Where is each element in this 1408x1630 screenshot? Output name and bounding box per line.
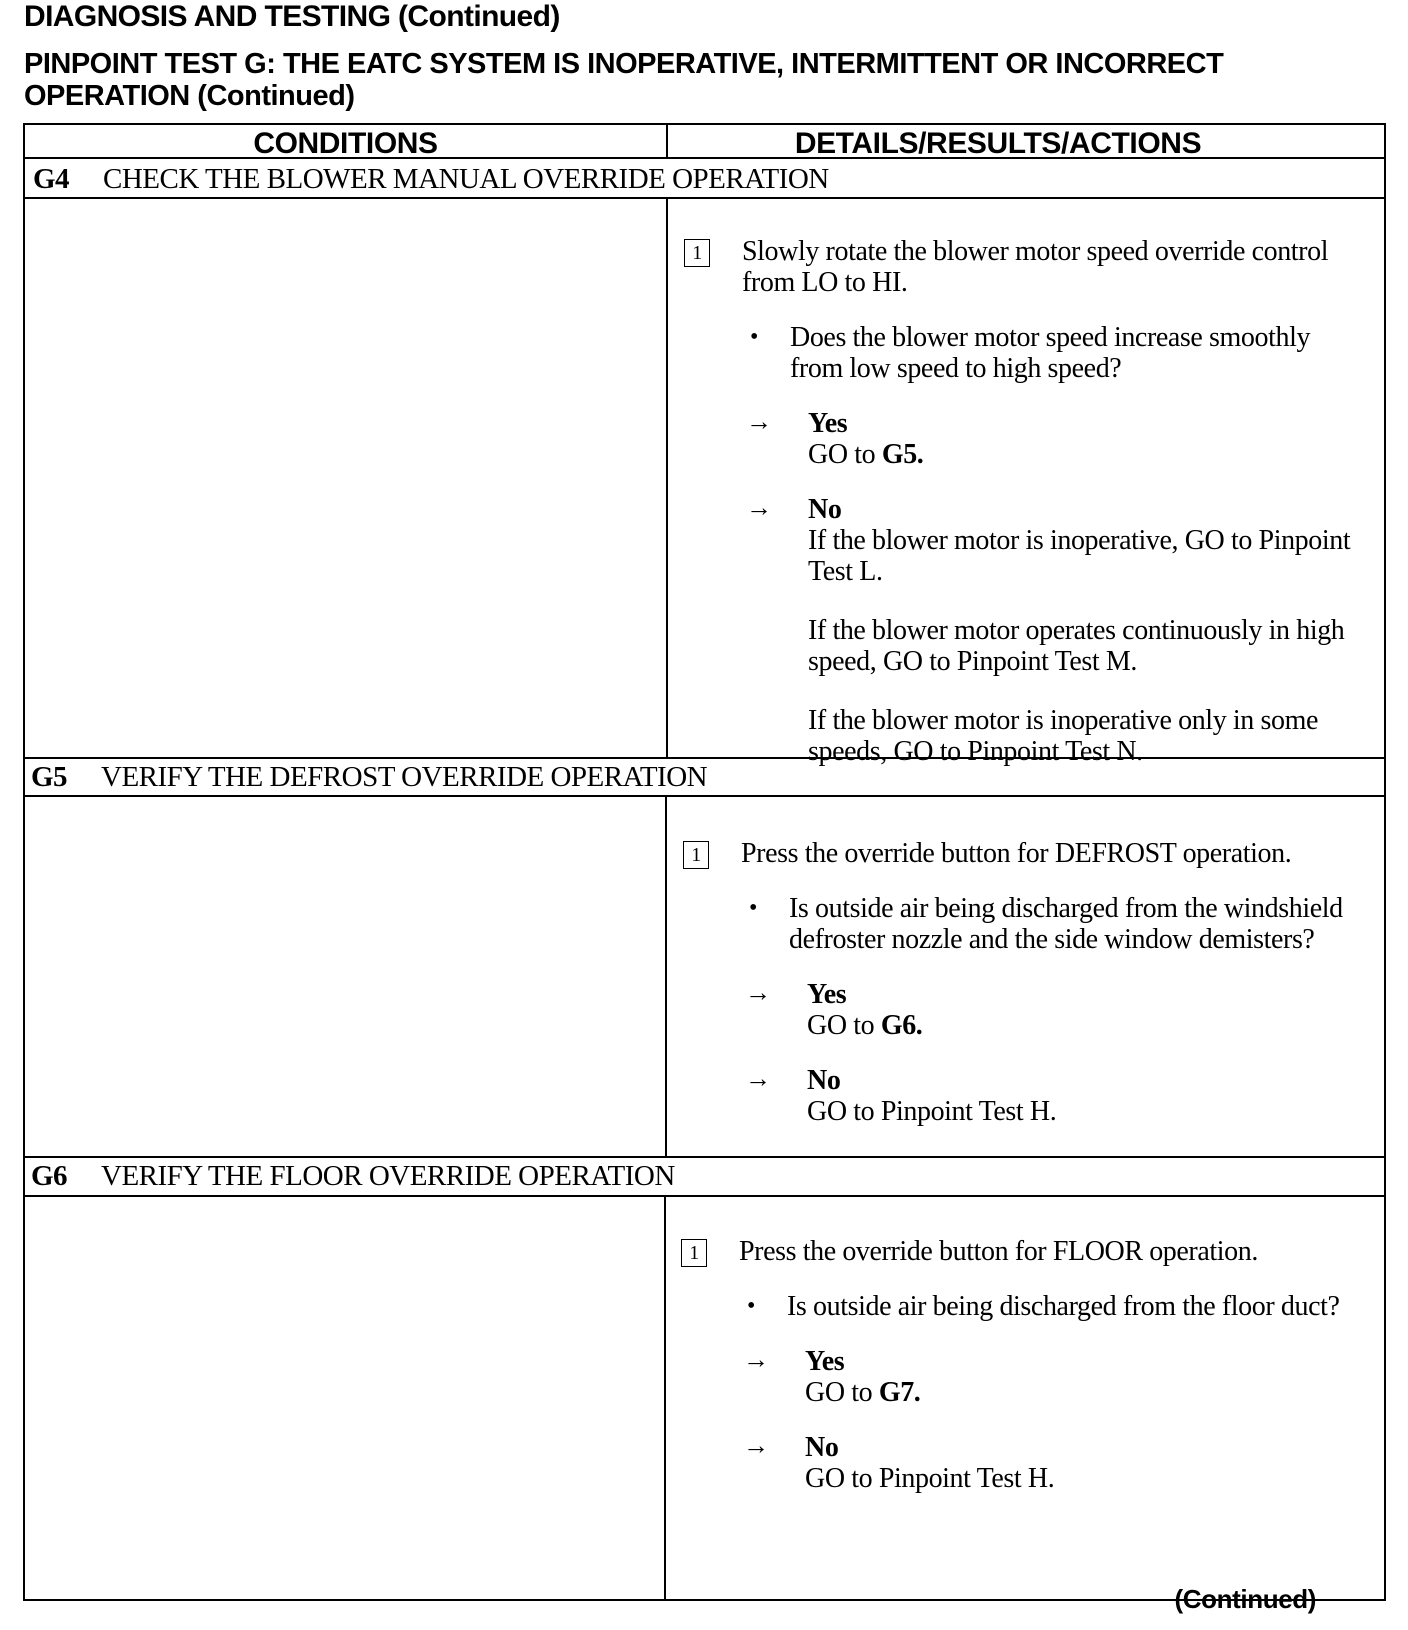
action-item	[681, 1236, 1351, 1267]
step-g6-heading	[31, 1160, 675, 1193]
yes-action	[808, 439, 1354, 470]
column-divider-g6	[664, 1195, 666, 1601]
action-text: Slowly rotate the blower motor speed override control from LO to HI.	[742, 236, 1329, 298]
page-title: DIAGNOSIS AND TESTING (Continued)	[24, 0, 560, 33]
bullet-icon: •	[750, 324, 759, 350]
step-number-box: 1	[683, 841, 709, 869]
no-label: No	[805, 1432, 839, 1463]
right-arrow-icon: →	[743, 1431, 769, 1460]
no-result	[683, 1065, 1353, 1127]
action-text: Press the override button for DEFROST operation.	[741, 838, 1292, 869]
column-divider-g5	[665, 795, 667, 1156]
yes-result	[683, 979, 1353, 1041]
no-action: GO to Pinpoint Test H.	[807, 1096, 1057, 1127]
right-arrow-icon: →	[745, 978, 771, 1007]
yes-result	[681, 1346, 1351, 1408]
action-item	[683, 838, 1353, 869]
yes-prefix: GO to	[808, 439, 882, 470]
step-title: VERIFY THE FLOOR OVERRIDE OPERATION	[101, 1160, 675, 1192]
column-divider-g4	[666, 197, 668, 757]
step-code: G5	[31, 761, 68, 793]
g5-title-divider	[25, 795, 1384, 797]
question-text: Is outside air being discharged from the floor duct?	[787, 1291, 1340, 1322]
continued-label: (Continued)	[1174, 1584, 1316, 1614]
yes-label: Yes	[807, 979, 847, 1010]
g6-divider	[25, 1156, 1384, 1158]
action-item	[684, 236, 1354, 298]
no-result	[684, 494, 1354, 767]
right-arrow-icon: →	[745, 1064, 771, 1093]
step-code: G4	[33, 163, 70, 195]
step-code: G6	[31, 1160, 68, 1192]
question-text: Does the blower motor speed increase smoothly from low speed to high speed?	[790, 322, 1311, 384]
action-text: Press the override button for FLOOR operation.	[739, 1236, 1258, 1267]
yes-target-link: G6.	[880, 1010, 923, 1041]
page-subtitle: PINPOINT TEST G: THE EATC SYSTEM IS INOPERATIVE, INTERMITTENT OR INCORRECT OPERATION (Continued)	[24, 48, 1224, 112]
no-paragraph: If the blower motor is inoperative only in some speeds, GO to Pinpoint Test N.	[808, 705, 1318, 767]
column-header-details: DETAILS/RESULTS/ACTIONS	[794, 127, 1202, 160]
yes-action	[807, 1010, 1353, 1041]
yes-target-link: G7.	[878, 1377, 921, 1408]
yes-result	[684, 408, 1354, 470]
step-g6-details	[681, 1236, 1351, 1494]
bullet-icon: •	[747, 1293, 756, 1319]
yes-label: Yes	[805, 1346, 845, 1377]
question-item	[684, 322, 1354, 384]
yes-prefix: GO to	[807, 1010, 881, 1041]
g4-title-divider	[25, 197, 1384, 199]
yes-label: Yes	[808, 408, 848, 439]
yes-target-link: G5.	[881, 439, 924, 470]
no-action: GO to Pinpoint Test H.	[805, 1463, 1055, 1494]
step-g5-details	[683, 838, 1353, 1127]
step-number-box: 1	[681, 1239, 707, 1267]
step-title: VERIFY THE DEFROST OVERRIDE OPERATION	[101, 761, 708, 793]
step-g5-heading	[31, 761, 707, 794]
bullet-icon: •	[749, 895, 758, 921]
step-g4-details	[684, 236, 1354, 767]
yes-prefix: GO to	[805, 1377, 879, 1408]
question-item	[681, 1291, 1351, 1322]
no-result	[681, 1432, 1351, 1494]
step-g4-heading	[33, 163, 829, 196]
no-label: No	[808, 494, 842, 525]
no-paragraph: If the blower motor operates continuously in high speed, GO to Pinpoint Test M.	[808, 615, 1345, 677]
right-arrow-icon: →	[743, 1345, 769, 1374]
step-title: CHECK THE BLOWER MANUAL OVERRIDE OPERATION	[103, 163, 829, 195]
yes-action	[805, 1377, 1351, 1408]
question-item	[683, 893, 1353, 955]
g6-title-divider	[25, 1195, 1384, 1197]
step-number-box: 1	[684, 239, 710, 267]
no-label: No	[807, 1065, 841, 1096]
right-arrow-icon: →	[746, 493, 772, 522]
no-paragraph: If the blower motor is inoperative, GO to Pinpoint Test L.	[808, 525, 1351, 587]
column-header-conditions: CONDITIONS	[253, 127, 438, 160]
question-text: Is outside air being discharged from the windshield defroster nozzle and the side window demisters?	[789, 893, 1343, 955]
right-arrow-icon: →	[746, 407, 772, 436]
